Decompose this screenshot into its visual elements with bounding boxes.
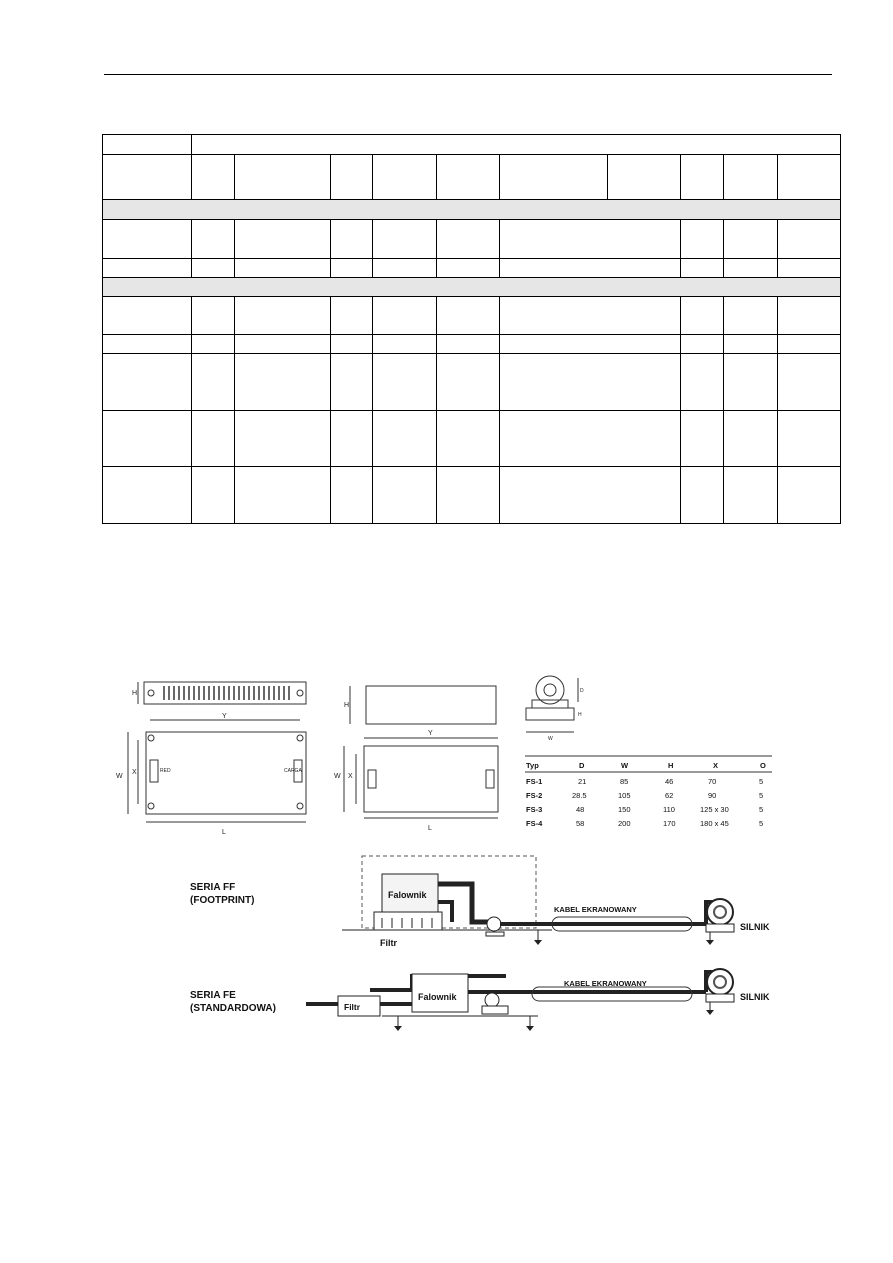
dims-header: Typ	[526, 761, 539, 770]
dims-header: X	[713, 761, 719, 770]
table-row	[103, 467, 841, 524]
dims-cell: 58	[576, 819, 585, 828]
table-row	[103, 135, 841, 155]
table-section-row	[103, 278, 841, 297]
label-h-2: H	[344, 702, 350, 709]
table-row	[103, 354, 841, 411]
fe-motor: SILNIK	[740, 992, 770, 1002]
dims-cell: 48	[576, 805, 585, 814]
table-row	[103, 335, 841, 354]
table-section-row	[103, 200, 841, 220]
ferrite-label-d: D	[580, 688, 584, 694]
dims-cell: 105	[618, 791, 631, 800]
dims-cell: 28.5	[572, 791, 587, 800]
dims-cell: 70	[708, 777, 717, 786]
ferrite-core-drawing	[526, 676, 578, 732]
ff-title-1: SERIA FF	[190, 882, 236, 893]
wiring-ff-diagram	[190, 856, 770, 948]
ferrite-label-w: W	[548, 736, 553, 742]
header-rule	[104, 74, 832, 75]
label-h: H	[132, 690, 138, 697]
fe-filter: Filtr	[344, 1002, 361, 1012]
ff-cable: KABEL EKRANOWANY	[554, 905, 637, 914]
dimensions-table	[525, 756, 772, 828]
dims-cell: 200	[618, 819, 631, 828]
table-row	[103, 220, 841, 259]
dims-cell: 150	[618, 805, 631, 814]
label-x: X	[132, 769, 137, 776]
dims-cell: 62	[665, 791, 674, 800]
dims-cell: 21	[578, 777, 587, 786]
dims-cell: FS-3	[526, 805, 543, 814]
ff-title-2: (FOOTPRINT)	[190, 895, 255, 906]
fe-cable: KABEL EKRANOWANY	[564, 979, 647, 988]
table-row	[103, 411, 841, 467]
dims-header: O	[760, 761, 766, 770]
dims-cell: 85	[620, 777, 629, 786]
label-l-2: L	[428, 825, 432, 832]
technical-drawings	[112, 662, 802, 1050]
dims-header: D	[579, 761, 585, 770]
dims-cell: 90	[708, 791, 717, 800]
dims-cell: 110	[663, 805, 675, 814]
spec-table	[102, 134, 841, 524]
dims-cell: 5	[759, 805, 764, 814]
table-row	[103, 155, 841, 200]
dims-header: H	[668, 761, 674, 770]
dims-cell: 170	[663, 819, 676, 828]
ff-filter: Filtr	[380, 938, 397, 948]
wiring-fe-diagram	[190, 969, 770, 1031]
label-red: RED	[160, 768, 171, 774]
dims-cell: 46	[665, 777, 674, 786]
table-row	[103, 297, 841, 335]
dims-cell: FS-4	[526, 819, 543, 828]
label-x-2: X	[348, 773, 353, 780]
label-w-2: W	[334, 773, 341, 780]
dims-cell: 5	[759, 777, 764, 786]
dims-cell: FS-1	[526, 777, 543, 786]
label-carga: CARGA	[284, 768, 302, 774]
ff-motor: SILNIK	[740, 922, 770, 932]
dims-cell: FS-2	[526, 791, 543, 800]
label-y-2: Y	[428, 730, 433, 737]
label-l: L	[222, 829, 226, 836]
label-w: W	[116, 773, 123, 780]
filter-fe-drawing	[344, 686, 498, 818]
table-row	[103, 259, 841, 278]
ff-inverter: Falownik	[388, 890, 427, 900]
dims-cell: 180 x 45	[700, 819, 729, 828]
dims-cell: 5	[759, 791, 764, 800]
fe-inverter: Falownik	[418, 992, 457, 1002]
dims-cell: 5	[759, 819, 764, 828]
ferrite-label-h: H	[578, 712, 582, 718]
dims-cell: 125 x 30	[700, 805, 729, 814]
fe-title-1: SERIA FE	[190, 990, 236, 1001]
fe-title-2: (STANDARDOWA)	[190, 1003, 276, 1014]
dims-header: W	[621, 761, 629, 770]
filter-ff-drawing	[128, 682, 306, 822]
label-y: Y	[222, 713, 227, 720]
